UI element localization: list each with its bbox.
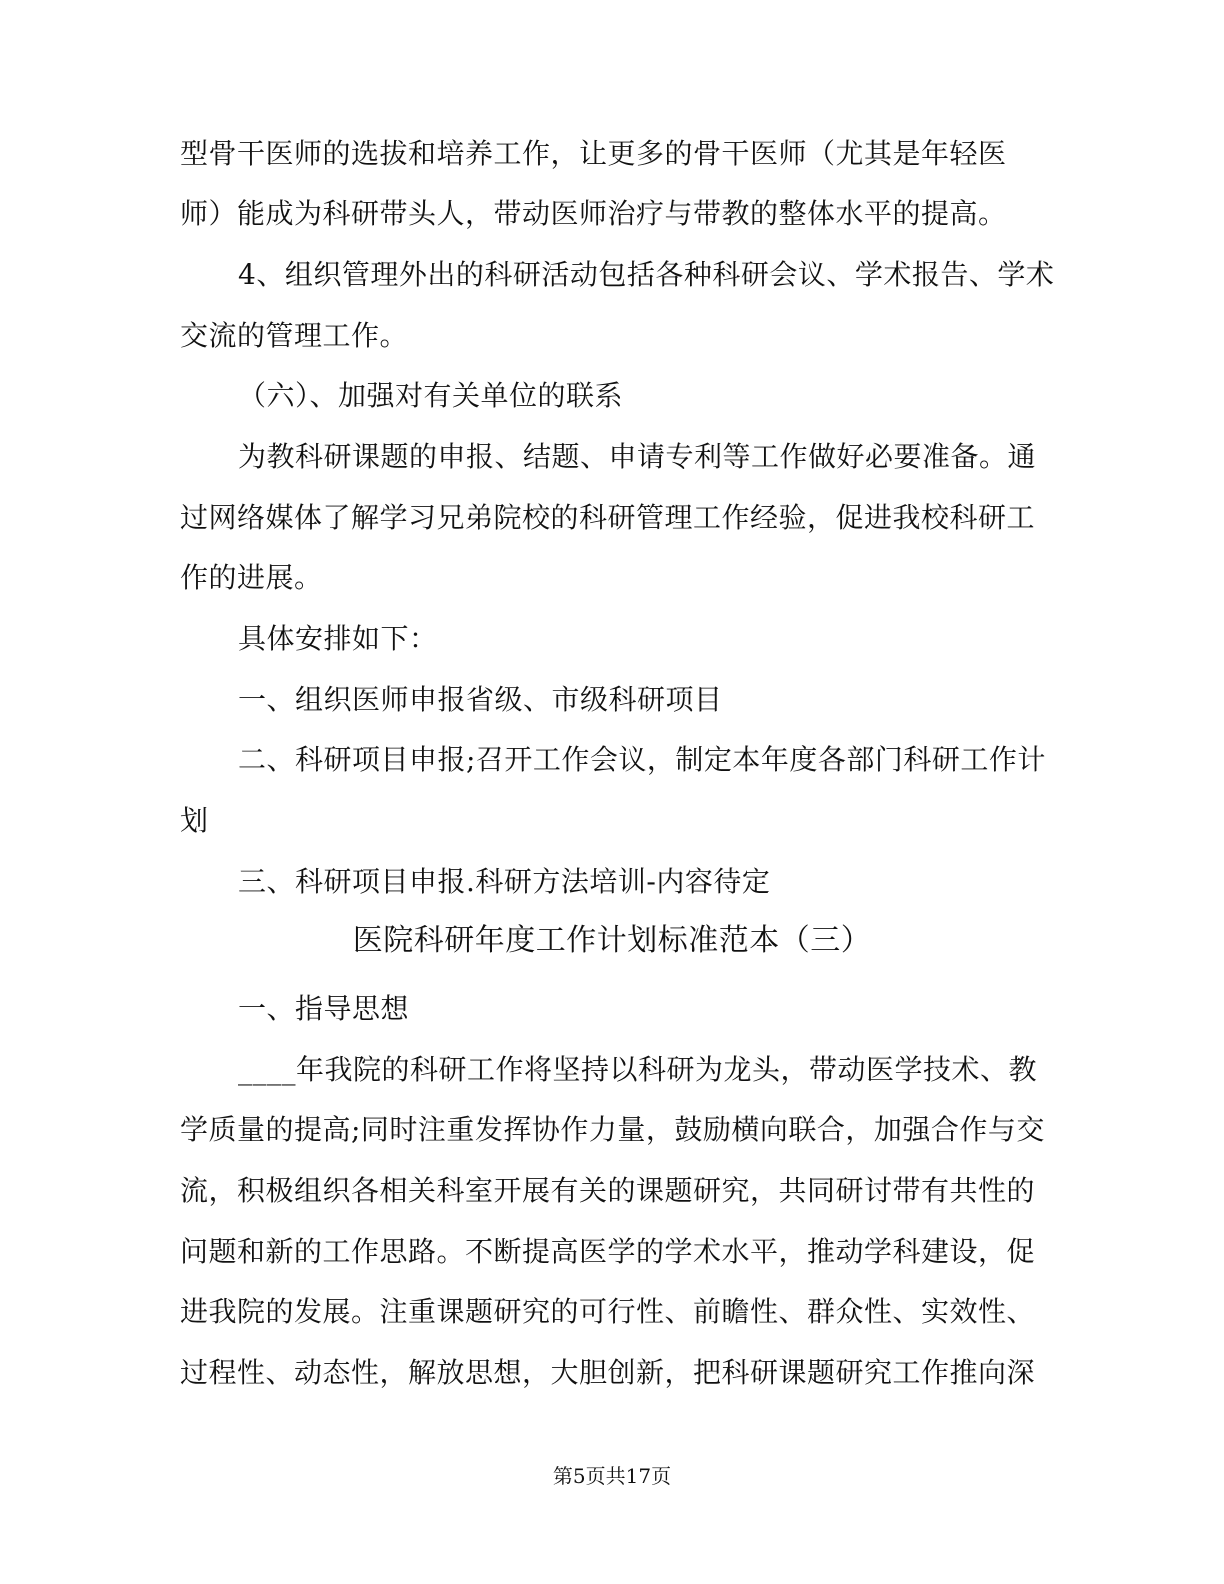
body-line: 为教科研课题的申报、结题、申请专利等工作做好必要准备。通	[238, 440, 1037, 473]
body-line: 过程性、动态性，解放思想，大胆创新，把科研课题研究工作推向深	[180, 1356, 1036, 1389]
body-line: 过网络媒体了解学习兄弟院校的科研管理工作经验，促进我校科研工	[180, 501, 1036, 534]
body-line: ____年我院的科研工作将坚持以科研为龙头，带动医学技术、教	[238, 1053, 1038, 1086]
body-line: 问题和新的工作思路。不断提高医学的学术水平，推动学科建设，促	[180, 1235, 1036, 1268]
list-item: 三、科研项目申报.科研方法培训-内容待定	[238, 865, 771, 898]
body-line: 4、组织管理外出的科研活动包括各种科研会议、学术报告、学术	[238, 258, 1055, 291]
list-item-continuation: 划	[180, 804, 209, 837]
list-item: 二、科研项目申报;召开工作会议，制定本年度各部门科研工作计	[238, 743, 1046, 776]
subsection-heading: （六）、加强对有关单位的联系	[238, 379, 624, 412]
list-item: 一、组织医师申报省级、市级科研项目	[238, 683, 723, 716]
body-line: 师）能成为科研带头人，带动医师治疗与带教的整体水平的提高。	[180, 197, 1007, 230]
body-line: 学质量的提高;同时注重发挥协作力量，鼓励横向联合，加强合作与交	[180, 1113, 1045, 1146]
page-footer: 第5页共17页	[552, 1464, 672, 1488]
body-line: 具体安排如下：	[238, 622, 438, 655]
body-line: 交流的管理工作。	[180, 319, 409, 352]
body-line: 作的进展。	[180, 561, 323, 594]
section-title: 医院科研年度工作计划标准范本（三）	[352, 923, 872, 958]
body-line: 型骨干医师的选拔和培养工作，让更多的骨干医师（尤其是年轻医	[180, 137, 1007, 170]
body-line: 进我院的发展。注重课题研究的可行性、前瞻性、群众性、实效性、	[180, 1295, 1036, 1328]
subsection-heading: 一、指导思想	[238, 992, 410, 1025]
body-line: 流，积极组织各相关科室开展有关的课题研究，共同研讨带有共性的	[180, 1174, 1036, 1207]
